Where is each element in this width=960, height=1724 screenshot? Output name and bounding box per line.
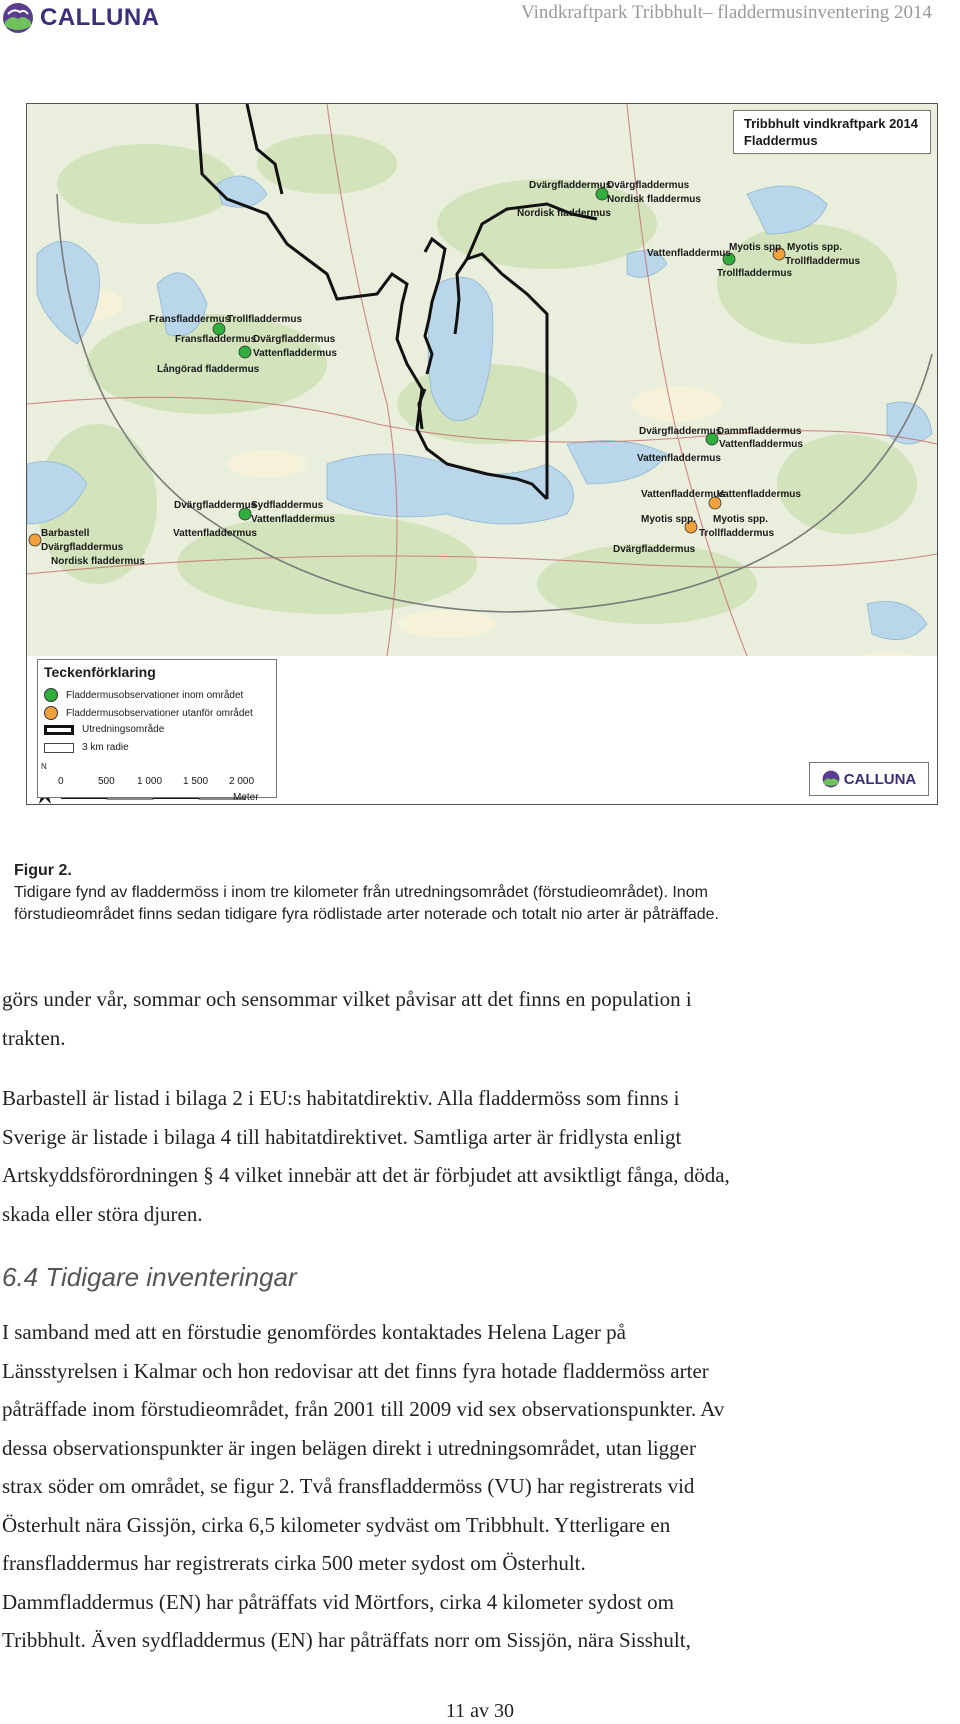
section-heading: 6.4 Tidigare inventeringar bbox=[2, 1262, 297, 1292]
map-species-label: Myotis spp. bbox=[713, 514, 769, 525]
legend-item-outside: Fladdermusobservationer utanför området bbox=[44, 706, 253, 720]
map-species-label: Sydfladdermus bbox=[251, 500, 324, 511]
legend-title: Teckenförklaring bbox=[44, 664, 156, 680]
figure-label: Figur 2. bbox=[14, 862, 72, 879]
map-species-label: Trollfladdermus bbox=[785, 256, 861, 267]
radius-symbol-icon bbox=[44, 743, 74, 753]
map-species-label: Dvärgfladdermus bbox=[253, 334, 336, 345]
map-calluna-logo: CALLUNA bbox=[809, 762, 929, 796]
map-species-label: Vattenfladdermus bbox=[719, 439, 803, 450]
map-species-label: Nordisk fladdermus bbox=[517, 208, 611, 219]
north-label: N bbox=[41, 762, 47, 771]
map-species-label: Vattenfladdermus bbox=[637, 453, 721, 464]
page-number: 11 av 30 bbox=[445, 1700, 515, 1722]
map-species-label: Barbastell bbox=[41, 528, 90, 539]
map-species-label: Vattenfladdermus bbox=[251, 514, 335, 525]
calluna-logo bbox=[2, 2, 159, 34]
map-species-label: Dammfladdermus bbox=[717, 426, 802, 437]
caption-line: Tidigare fynd av fladdermöss i inom tre kilometer från utredningsområdet (förstudieområdet). Inom bbox=[14, 884, 708, 901]
calluna-small-icon bbox=[822, 770, 840, 788]
map-species-label: Nordisk fladdermus bbox=[51, 556, 145, 567]
paragraph: Barbastell är listad i bilaga 2 i EU:s habitatdirektiv. Alla fladdermöss som finns i Sverige är listade i bilaga 4 till habitatdirektivet. Samtliga arter är fridlysta enligt Artskyddsförordningen § 4 vilket innebär att det är förbjudet att avsiktligt fånga, döda, skada eller störa djuren. bbox=[2, 1086, 730, 1226]
map-species-label: Myotis spp. bbox=[641, 514, 697, 525]
map-species-label: Dvärgfladdermus bbox=[607, 180, 690, 191]
obs-point bbox=[29, 534, 41, 546]
map-species-label: Vattenfladdermus bbox=[717, 489, 801, 500]
logo-text: CALLUNA bbox=[40, 4, 160, 31]
study-area-symbol-icon bbox=[44, 725, 74, 735]
calluna-logo-icon bbox=[2, 2, 34, 34]
scale-labels: N 0 500 1 000 1 500 2 000 Meter bbox=[41, 762, 259, 803]
map-species-label: Vattenfladdermus bbox=[641, 489, 725, 500]
legend-item-inside: Fladdermusobservationer inom området bbox=[44, 688, 243, 702]
caption-line: förstudieområdet finns sedan tidigare fyra rödlistade arter noterade och totalt nio arter är påträffade. bbox=[14, 906, 719, 923]
map-species-label: Fransfladdermus bbox=[149, 314, 231, 325]
map-species-label: Dvärgfladdermus bbox=[613, 544, 696, 555]
map-species-label: Nordisk fladdermus bbox=[607, 194, 701, 205]
map-species-label: Myotis spp. bbox=[787, 242, 843, 253]
map-species-label: Vattenfladdermus bbox=[253, 348, 337, 359]
document-title: Vindkraftpark Tribbhult– fladdermusinventering 2014 bbox=[521, 2, 932, 23]
map-species-label: Myotis spp. bbox=[729, 242, 785, 253]
map-species-label: Dvärgfladdermus bbox=[639, 426, 722, 437]
map-species-label: Långörad fladdermus bbox=[157, 364, 260, 375]
map-species-label: Vattenfladdermus bbox=[647, 248, 731, 259]
obs-point bbox=[239, 346, 251, 358]
figure-caption bbox=[14, 860, 934, 926]
map-species-label: Dvärgfladdermus bbox=[41, 542, 124, 553]
map-species-label: Trollfladdermus bbox=[699, 528, 775, 539]
map-species-label: Fransfladdermus bbox=[175, 334, 257, 345]
legend-item-study-area: Utredningsområde bbox=[44, 724, 164, 735]
orange-dot-icon bbox=[44, 706, 58, 720]
map-species-label: Trollfladdermus bbox=[717, 268, 793, 279]
map-species-label: Trollfladdermus bbox=[227, 314, 303, 325]
green-dot-icon bbox=[44, 688, 58, 702]
map-title: Tribbhult vindkraftpark 2014 Fladdermus bbox=[733, 110, 931, 154]
map-species-label: Vattenfladdermus bbox=[173, 528, 257, 539]
paragraph: I samband med att en förstudie genomfördes kontaktades Helena Lager på Länsstyrelsen i Kalmar och hon redovisar att det finns fyra hotade fladdermöss arter påträffade inom förstudieområdet, från 2001 till 2009 vid sex observationspunkter. Av dessa observationspunkter är ingen belägen direkt i utredningsområdet, utan ligger strax söder om området, se figur 2. Två fransfladdermöss (VU) har registrerats vid Österhult nära Gissjön, cirka 6,5 kilometer sydväst om Tribbhult. Ytterligare en fransfladdermus har registrerats cirka 500 meter sydost om Österhult. Dammfladdermus (EN) har påträffats vid Mörtfors, cirka 4 kilometer sydost om Tribbhult. Även sydfladdermus (EN) har påträffats norr om Sissjön, nära Sisshult, bbox=[2, 1320, 725, 1652]
map-figure bbox=[26, 103, 938, 805]
map-species-label: Dvärgfladdermus bbox=[529, 180, 612, 191]
paragraph: görs under vår, sommar och sensommar vilket påvisar att det finns en population i trakten. bbox=[2, 987, 692, 1050]
map-species-label: Dvärgfladdermus bbox=[174, 500, 257, 511]
legend-item-radius: 3 km radie bbox=[44, 742, 129, 753]
